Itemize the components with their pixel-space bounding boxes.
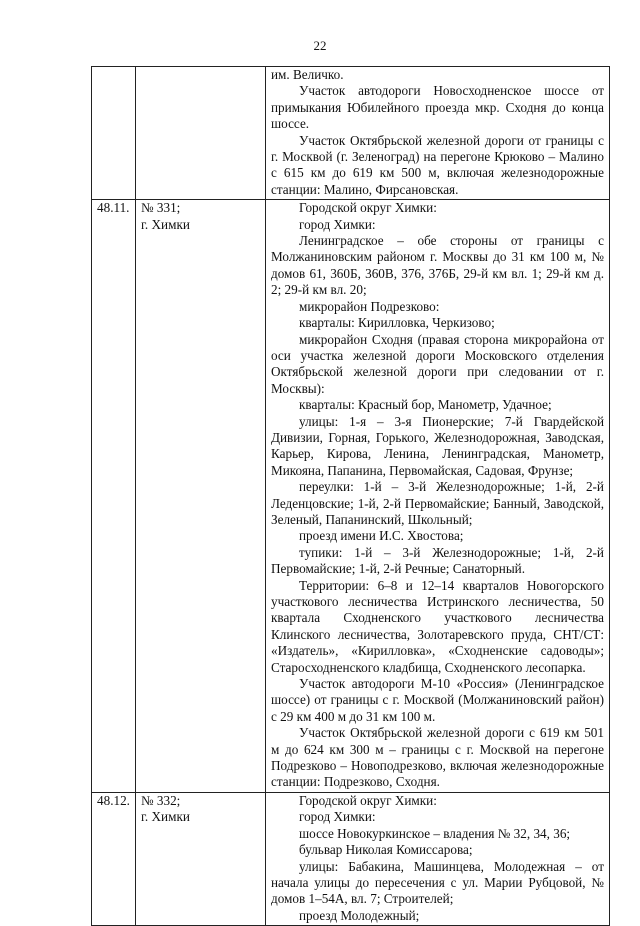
description-paragraph: проезд имени И.С. Хвостова;	[299, 528, 464, 544]
district-line: г. Химки	[141, 216, 190, 232]
description-paragraph: Участок Октябрьской железной дороги от границы с г. Москвой (г. Зеленоград) на перегоне Крюково – Малино с 615 км до 619 км 500 м, включая железнодорожные станции: Малино, Фирсановская.	[271, 132, 604, 197]
description-paragraph: переулки: 1-й – 3-й Железнодорожные; 1-й, 2-й Леденцовские; 1-й, 2-й Первомайские; Банный, Заводской, Зеленый, Папанинский, Школьный;	[271, 479, 604, 527]
description-paragraph: Городской округ Химки:	[299, 792, 437, 808]
table-row	[92, 67, 610, 200]
district-cell	[136, 67, 266, 200]
description-paragraph: шоссе Новокуркинское – владения № 32, 34, 36;	[299, 825, 571, 841]
district-cell	[136, 200, 266, 793]
description-paragraph: им. Величко.	[271, 67, 344, 82]
description-paragraph: Городской округ Химки:	[299, 200, 437, 216]
district-line: № 332;	[141, 792, 181, 808]
description-paragraph: микрорайон Подрезково:	[299, 298, 440, 314]
description-paragraph: город Химки:	[299, 809, 376, 825]
table-row	[92, 792, 610, 925]
description-paragraph: Участок Октябрьской железной дороги с 619 км 501 м до 624 км 300 м – границы с г. Москвой на перегоне Подрезково – Новоподрезково, включая железнодорожные станции: Подрезково, Сходня.	[271, 725, 604, 790]
description-paragraph: кварталы: Кирилловка, Черкизово;	[299, 315, 495, 331]
description-paragraph: Территории: 6–8 и 12–14 кварталов Новогорского участкового лесничества Истринского лесничества, 50 квартала Сходненского участкового лесничества Клинского лесничества, Золотаревского пруда, СНТ/СТ: «Издатель», «Кирилловка», «Сходненские садоводы»; Старосходненского кладбища, Сходненского лесопарка.	[271, 577, 604, 675]
description-paragraph: Участок автодороги М-10 «Россия» (Ленинградское шоссе) от границы с г. Москвой (Молжаниновский район) с 29 км 400 м до 31 км 100 м.	[271, 676, 604, 724]
description-paragraph: улицы: Бабакина, Машинцева, Молодежная – от начала улицы до пересечения с ул. Марии Рубцовой, № домов 1–54А, вл. 7; Строителей;	[271, 858, 604, 907]
description-paragraph: город Химки:	[299, 216, 376, 232]
districts-table	[91, 66, 610, 926]
territory-description	[266, 792, 610, 925]
item-number	[92, 67, 136, 200]
description-paragraph: проезд Молодежный;	[299, 907, 420, 923]
table-row	[92, 200, 610, 793]
territory-description	[266, 67, 610, 200]
page-number: 22	[313, 38, 327, 53]
description-paragraph: тупики: 1-й – 3-й Железнодорожные; 1-й, 2-й Первомайские; 1-й, 2-й Речные; Санаторный.	[271, 544, 604, 577]
description-paragraph: Участок автодороги Новосходненское шоссе от примыкания Юбилейного проезда мкр. Сходня до конца шоссе.	[271, 83, 604, 132]
description-paragraph: бульвар Николая Комиссарова;	[299, 842, 473, 858]
item-number: 48.12.	[92, 792, 136, 925]
description-paragraph: микрорайон Сходня (правая сторона микрорайона от оси участка железной дороги Московского отделения Октябрьской железной дороги при следовании от г. Москвы):	[271, 331, 604, 396]
district-line: № 331;	[141, 200, 181, 216]
description-paragraph: Ленинградское – обе стороны от границы с Молжаниновским районом г. Москвы до 31 км 100 м, № домов 61, 360Б, 360В, 376, 376Б, 29-й км вл. 1; 29-й км д. 2; 29-й км вл. 20;	[271, 233, 604, 298]
district-cell	[136, 792, 266, 925]
description-paragraph: улицы: 1-я – 3-я Пионерские; 7-й Гвардейской Дивизии, Горная, Горького, Железнодорожная, Заводская, Карьер, Кирова, Ленина, Ленинградская, Манометр, Микояна, Папанина, Первомайская, Садовая, Фрунзе;	[271, 413, 604, 478]
district-line: г. Химки	[141, 809, 190, 825]
territory-description	[266, 200, 610, 793]
item-number: 48.11.	[92, 200, 136, 793]
description-paragraph: кварталы: Красный бор, Манометр, Удачное;	[299, 397, 552, 413]
